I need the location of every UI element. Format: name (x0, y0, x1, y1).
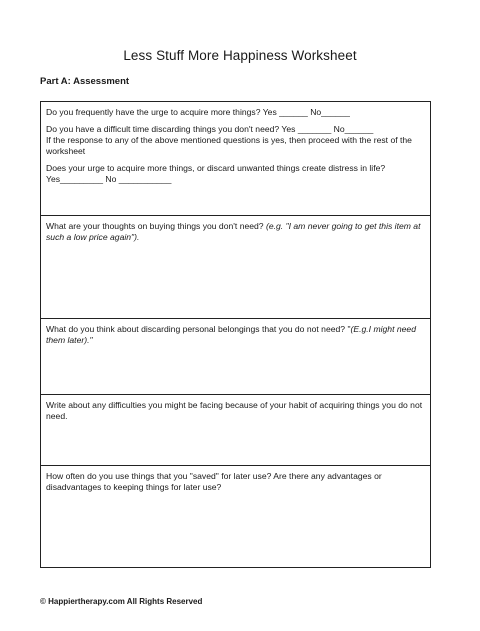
question-urge-to-acquire: Do you frequently have the urge to acquire more things? Yes ______ No______ (46, 107, 350, 117)
worksheet-table (40, 101, 431, 568)
question-difficulties: Write about any difficulties you might be facing because of your habit of acquiring things you do not need. (46, 400, 423, 421)
answer-box-difficulties[interactable] (41, 394, 430, 465)
question-discarding-belongings: What do you think about discarding personal belongings that you do not need? " (46, 324, 351, 334)
example-buying-thoughts: (e.g. "I am never going to get this item at such a low price again"). (46, 221, 421, 242)
question-buying-thoughts: What are your thoughts on buying things you don't need? (46, 221, 264, 231)
section-heading: Part A: Assessment (40, 76, 130, 87)
copyright-footer: © Happiertherapy.com All Rights Reserved (40, 597, 203, 606)
example-discarding-belongings: (E.g.I might need them later)." (46, 324, 416, 345)
answer-box-saved-items[interactable] (41, 465, 430, 567)
question-saved-items: How often do you use things that you "saved" for later use? Are there any advantages or disadvantages to keeping things for later use? (46, 471, 382, 492)
question-distress: Does your urge to acquire more things, or discard unwanted things create distress in life? Yes_________ No ___________ (46, 163, 386, 184)
instruction-note: If the response to any of the above mentioned questions is yes, then proceed with the rest of the worksheet (46, 135, 412, 156)
assessment-row-yes-no[interactable] (41, 102, 430, 215)
answer-box-buying-thoughts[interactable] (41, 215, 430, 318)
page-title: Less Stuff More Happiness Worksheet (123, 48, 357, 63)
answer-box-discarding-belongings[interactable] (41, 318, 430, 394)
question-discarding-difficulty: Do you have a difficult time discarding things you don't need? Yes _______ No______ (46, 124, 374, 134)
